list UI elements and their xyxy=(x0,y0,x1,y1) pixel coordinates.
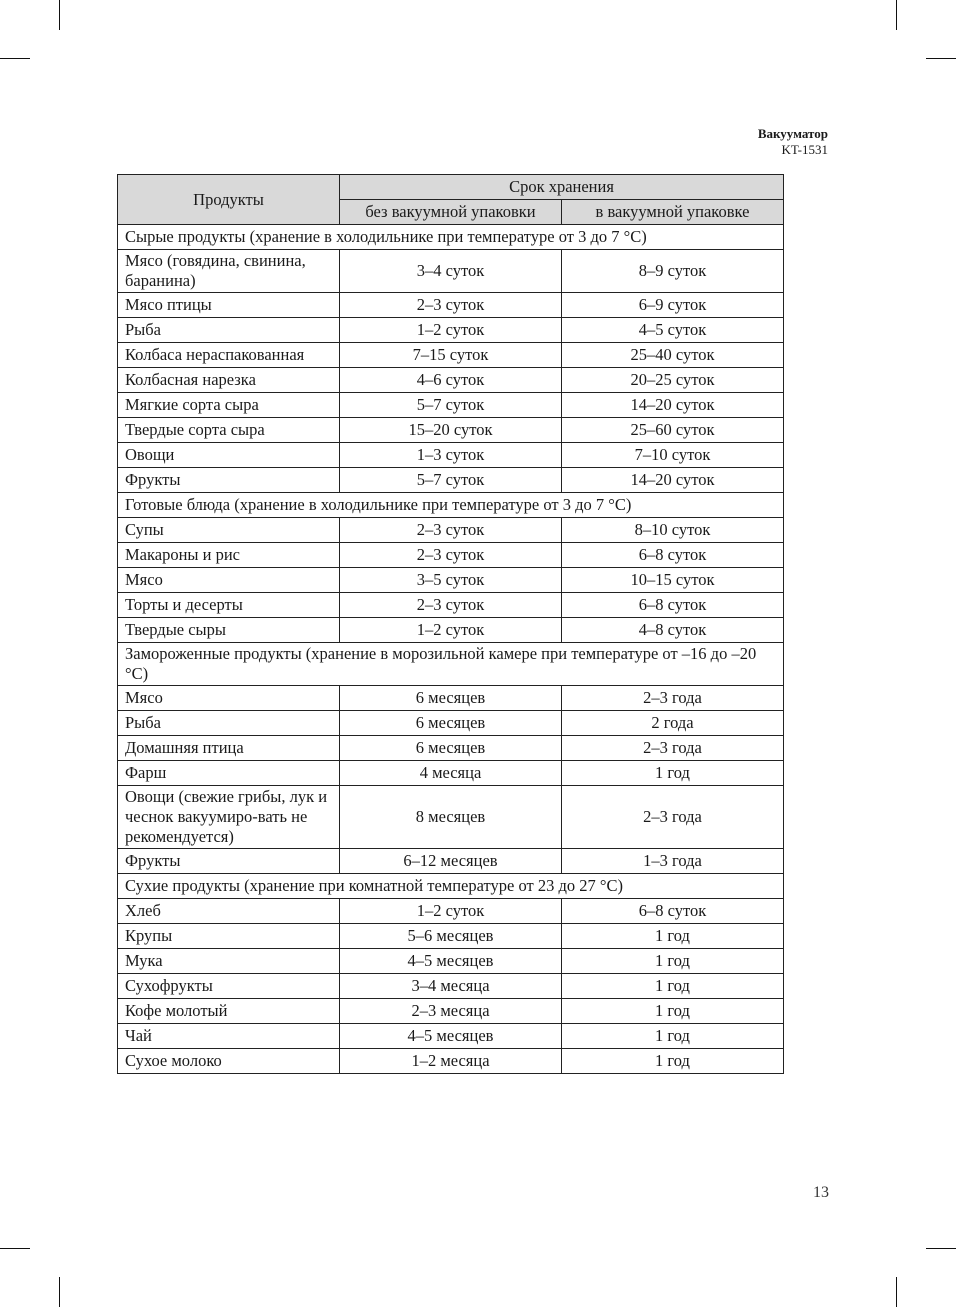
table-row xyxy=(118,593,784,618)
product-name-cell: Макароны и рис xyxy=(118,543,340,568)
table-row xyxy=(118,293,784,318)
storage-table xyxy=(117,174,784,1074)
product-name-cell: Чай xyxy=(118,1024,340,1049)
with-vacuum-cell: 6–8 суток xyxy=(562,543,784,568)
without-vacuum-cell: 1–2 суток xyxy=(340,318,562,343)
product-name-cell: Кофе молотый xyxy=(118,999,340,1024)
product-name-cell: Рыба xyxy=(118,318,340,343)
with-vacuum-cell: 1 год xyxy=(562,761,784,786)
crop-mark xyxy=(0,1248,30,1249)
crop-mark xyxy=(926,58,956,59)
product-title: Вакууматор xyxy=(757,126,828,141)
without-vacuum-cell: 4–5 месяцев xyxy=(340,949,562,974)
section-row xyxy=(118,493,784,518)
without-vacuum-cell: 6 месяцев xyxy=(340,711,562,736)
table-row xyxy=(118,924,784,949)
without-vacuum-cell: 1–2 суток xyxy=(340,899,562,924)
without-vacuum-cell: 6–12 месяцев xyxy=(340,849,562,874)
without-vacuum-cell: 7–15 суток xyxy=(340,343,562,368)
without-vacuum-cell: 5–7 суток xyxy=(340,468,562,493)
section-title: Замороженные продукты (хранение в морозильной камере при температуре от –16 до –20 °С) xyxy=(118,643,784,686)
product-name-cell: Рыба xyxy=(118,711,340,736)
product-name-cell: Сухое молоко xyxy=(118,1049,340,1074)
with-vacuum-cell: 1 год xyxy=(562,924,784,949)
product-name-cell: Колбасная нарезка xyxy=(118,368,340,393)
crop-mark xyxy=(59,0,60,30)
with-vacuum-cell: 14–20 суток xyxy=(562,468,784,493)
product-name-cell: Овощи xyxy=(118,443,340,468)
table-row xyxy=(118,1049,784,1074)
with-vacuum-cell: 2–3 года xyxy=(562,786,784,849)
without-vacuum-cell: 1–2 суток xyxy=(340,618,562,643)
without-vacuum-cell: 8 месяцев xyxy=(340,786,562,849)
crop-mark xyxy=(0,58,30,59)
table-row xyxy=(118,393,784,418)
with-vacuum-cell: 1 год xyxy=(562,1024,784,1049)
without-vacuum-cell: 2–3 суток xyxy=(340,543,562,568)
product-name-cell: Колбаса нераспакованная xyxy=(118,343,340,368)
table-row xyxy=(118,736,784,761)
with-vacuum-cell: 1 год xyxy=(562,1049,784,1074)
table-row xyxy=(118,786,784,849)
without-vacuum-cell: 4–5 месяцев xyxy=(340,1024,562,1049)
with-vacuum-cell: 1 год xyxy=(562,949,784,974)
table-row xyxy=(118,343,784,368)
with-vacuum-cell: 8–9 суток xyxy=(562,250,784,293)
section-row xyxy=(118,225,784,250)
table-row xyxy=(118,368,784,393)
product-name-cell: Крупы xyxy=(118,924,340,949)
with-vacuum-cell: 6–8 суток xyxy=(562,593,784,618)
page-number: 13 xyxy=(813,1184,829,1201)
crop-mark xyxy=(926,1248,956,1249)
product-name-cell: Твердые сыры xyxy=(118,618,340,643)
without-vacuum-cell: 3–5 суток xyxy=(340,568,562,593)
table-row xyxy=(118,711,784,736)
crop-mark xyxy=(896,0,897,30)
table-row xyxy=(118,518,784,543)
with-vacuum-cell: 25–40 суток xyxy=(562,343,784,368)
product-name-cell: Мягкие сорта сыра xyxy=(118,393,340,418)
with-vacuum-cell: 14–20 суток xyxy=(562,393,784,418)
table-row xyxy=(118,686,784,711)
with-vacuum-cell: 2 года xyxy=(562,711,784,736)
table-row xyxy=(118,899,784,924)
without-vacuum-cell: 2–3 суток xyxy=(340,593,562,618)
without-vacuum-cell: 6 месяцев xyxy=(340,736,562,761)
product-name-cell: Супы xyxy=(118,518,340,543)
without-vacuum-cell: 4–6 суток xyxy=(340,368,562,393)
with-vacuum-cell: 20–25 суток xyxy=(562,368,784,393)
with-vacuum-cell: 25–60 суток xyxy=(562,418,784,443)
column-header-with-vacuum: в вакуумной упаковке xyxy=(562,200,784,225)
product-name-cell: Овощи (свежие грибы, лук и чеснок вакуумиро-вать не рекомендуется) xyxy=(118,786,340,849)
without-vacuum-cell: 2–3 месяца xyxy=(340,999,562,1024)
section-title: Сухие продукты (хранение при комнатной температуре от 23 до 27 °С) xyxy=(118,874,784,899)
section-row xyxy=(118,874,784,899)
with-vacuum-cell: 2–3 года xyxy=(562,736,784,761)
with-vacuum-cell: 4–5 суток xyxy=(562,318,784,343)
table-row xyxy=(118,568,784,593)
without-vacuum-cell: 2–3 суток xyxy=(340,518,562,543)
product-model: KT-1531 xyxy=(781,142,828,157)
without-vacuum-cell: 6 месяцев xyxy=(340,686,562,711)
table-row xyxy=(118,974,784,999)
without-vacuum-cell: 1–3 суток xyxy=(340,443,562,468)
column-header-without-vacuum: без вакуумной упаковки xyxy=(340,200,562,225)
with-vacuum-cell: 10–15 суток xyxy=(562,568,784,593)
product-name-cell: Торты и десерты xyxy=(118,593,340,618)
table-row xyxy=(118,543,784,568)
table-row xyxy=(118,443,784,468)
table-row xyxy=(118,618,784,643)
table-row xyxy=(118,949,784,974)
without-vacuum-cell: 5–6 месяцев xyxy=(340,924,562,949)
product-name-cell: Сухофрукты xyxy=(118,974,340,999)
with-vacuum-cell: 1–3 года xyxy=(562,849,784,874)
section-title: Сырые продукты (хранение в холодильнике при температуре от 3 до 7 °С) xyxy=(118,225,784,250)
with-vacuum-cell: 8–10 суток xyxy=(562,518,784,543)
table-row xyxy=(118,1024,784,1049)
table-row xyxy=(118,761,784,786)
table-row xyxy=(118,849,784,874)
product-name-cell: Фарш xyxy=(118,761,340,786)
with-vacuum-cell: 6–9 суток xyxy=(562,293,784,318)
with-vacuum-cell: 6–8 суток xyxy=(562,899,784,924)
column-header-storage: Срок хранения xyxy=(340,175,784,200)
with-vacuum-cell: 2–3 года xyxy=(562,686,784,711)
table-body xyxy=(118,225,784,1074)
document-header xyxy=(758,126,828,158)
column-header-products: Продукты xyxy=(118,175,340,225)
table-row xyxy=(118,418,784,443)
section-row xyxy=(118,643,784,686)
without-vacuum-cell: 4 месяца xyxy=(340,761,562,786)
without-vacuum-cell: 2–3 суток xyxy=(340,293,562,318)
without-vacuum-cell: 3–4 суток xyxy=(340,250,562,293)
crop-mark xyxy=(59,1277,60,1307)
table-row xyxy=(118,468,784,493)
table-row xyxy=(118,250,784,293)
without-vacuum-cell: 1–2 месяца xyxy=(340,1049,562,1074)
product-name-cell: Твердые сорта сыра xyxy=(118,418,340,443)
product-name-cell: Фрукты xyxy=(118,468,340,493)
with-vacuum-cell: 7–10 суток xyxy=(562,443,784,468)
product-name-cell: Мука xyxy=(118,949,340,974)
section-title: Готовые блюда (хранение в холодильнике при температуре от 3 до 7 °С) xyxy=(118,493,784,518)
with-vacuum-cell: 4–8 суток xyxy=(562,618,784,643)
product-name-cell: Мясо (говядина, свинина, баранина) xyxy=(118,250,340,293)
with-vacuum-cell: 1 год xyxy=(562,999,784,1024)
without-vacuum-cell: 15–20 суток xyxy=(340,418,562,443)
table-row xyxy=(118,999,784,1024)
product-name-cell: Мясо xyxy=(118,568,340,593)
with-vacuum-cell: 1 год xyxy=(562,974,784,999)
table-row xyxy=(118,318,784,343)
without-vacuum-cell: 3–4 месяца xyxy=(340,974,562,999)
product-name-cell: Мясо птицы xyxy=(118,293,340,318)
without-vacuum-cell: 5–7 суток xyxy=(340,393,562,418)
product-name-cell: Домашняя птица xyxy=(118,736,340,761)
product-name-cell: Фрукты xyxy=(118,849,340,874)
product-name-cell: Мясо xyxy=(118,686,340,711)
crop-mark xyxy=(896,1277,897,1307)
product-name-cell: Хлеб xyxy=(118,899,340,924)
